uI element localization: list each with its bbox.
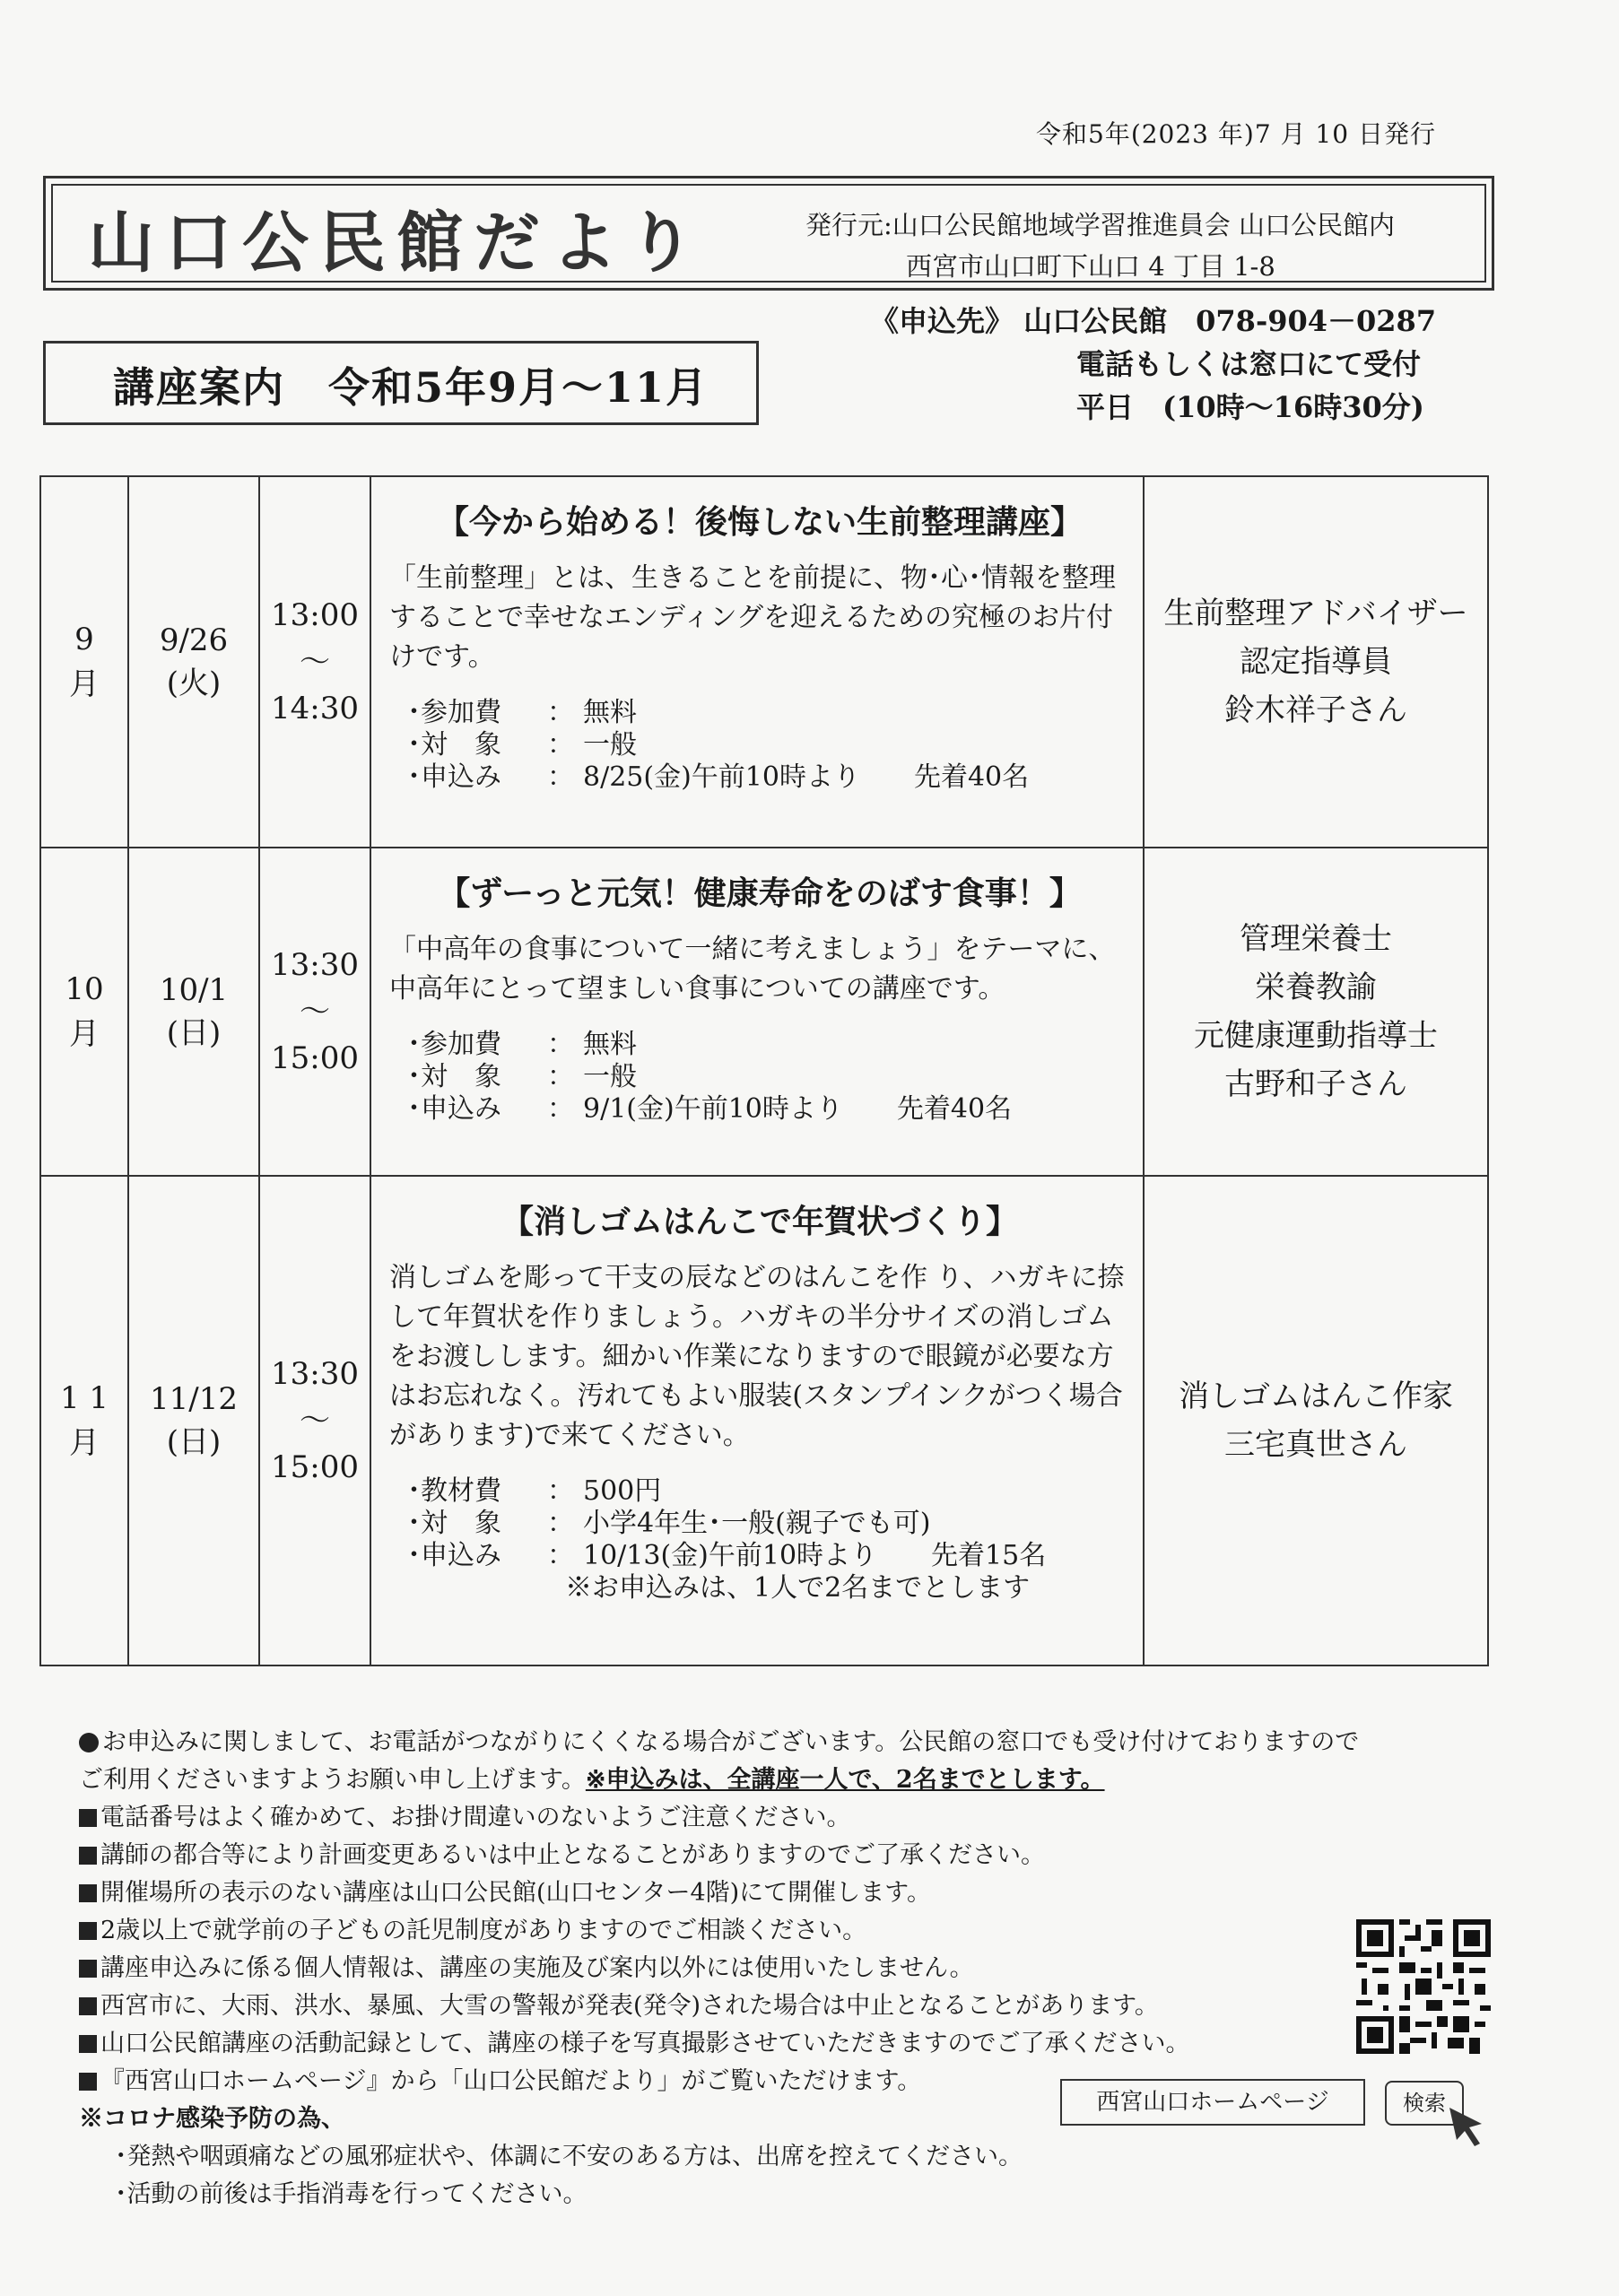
publisher-info xyxy=(805,204,1395,287)
publisher-line-1: 発行元:山口公民館地域学習推進員会 山口公民館内 xyxy=(805,210,1395,240)
course-time: 13:30 ～ 15:00 xyxy=(259,848,370,1176)
course-note: ※お申込みは、1人で2名までとします xyxy=(565,1572,1031,1604)
note-item: 開催場所の表示のない講座は山口公民館(山口センター4階)にて開催します。 xyxy=(79,1874,1371,1912)
square-bullet-icon xyxy=(79,1884,97,1902)
note-item: 講師の都合等により計画変更あるいは中止となることがありますのでご了承ください。 xyxy=(79,1837,1371,1874)
square-bullet-icon xyxy=(79,1809,97,1827)
note-item: 2歳以上で就学前の子どもの託児制度がありますのでご相談ください。 xyxy=(79,1912,1371,1950)
square-bullet-icon xyxy=(79,1997,97,2015)
note-item: 西宮市に、大雨、洪水、暴風、大雪の警報が発表(発令)された場合は中止となることがあります。 xyxy=(79,1987,1371,2025)
course-info: ･教材費 ： 500円 ･対 象 ： 小学4年生･一般(親子でも可) ･申込み ： 10/13(金)午前10時より 先着15名 xyxy=(407,1475,1047,1571)
course-title: 【今から始める！後悔しない生前整理講座】 xyxy=(436,503,1083,541)
notes-section xyxy=(79,1724,1371,2213)
course-date: 9/26 (火) xyxy=(128,476,259,848)
cursor-arrow-icon xyxy=(1446,2104,1491,2149)
course-time: 13:30 ～ 15:00 xyxy=(259,1176,370,1665)
square-bullet-icon xyxy=(79,1847,97,1865)
square-bullet-icon xyxy=(79,1960,97,1978)
course-time: 13:00 ～ 14:30 xyxy=(259,476,370,848)
application-info xyxy=(870,300,1436,429)
course-detail xyxy=(370,1176,1144,1665)
notes-intro-emphasis: ※申込みは、全講座一人で、2名までとします。 xyxy=(585,1766,1105,1794)
apply-line-1: 《申込先》 山口公民館 078-904－0287 xyxy=(870,304,1437,338)
publisher-line-2: 西宮市山口町下山口 4 丁目 1-8 xyxy=(906,251,1275,282)
course-instructor: 消しゴムはんこ作家 三宅真世さん xyxy=(1144,1176,1488,1665)
note-item: 山口公民館講座の活動記録として、講座の様子を写真撮影させていただきますのでご了承ください。 xyxy=(79,2025,1371,2063)
square-bullet-icon xyxy=(79,1922,97,1940)
course-month: 1 1 月 xyxy=(40,1176,128,1665)
course-date: 11/12 (日) xyxy=(128,1176,259,1665)
course-instructor: 生前整理アドバイザー 認定指導員 鈴木祥子さん xyxy=(1144,476,1488,848)
course-row xyxy=(40,1176,1488,1665)
course-month: 9 月 xyxy=(40,476,128,848)
newsletter-title: 山口公民館だより xyxy=(88,204,705,282)
homepage-search-box[interactable]: 西宮山口ホームページ xyxy=(1060,2079,1365,2126)
note-item: 電話番号はよく確かめて、お掛け間違いのないようご注意ください。 xyxy=(79,1799,1371,1837)
qr-code-icon[interactable] xyxy=(1356,1919,1491,2054)
square-bullet-icon xyxy=(79,2035,97,2053)
bullet-icon xyxy=(79,1733,99,1752)
course-title: 【ずーっと元気！健康寿命をのばす食事！】 xyxy=(438,874,1082,912)
course-date: 10/1 (日) xyxy=(128,848,259,1176)
course-row xyxy=(40,848,1488,1176)
course-title: 【消しゴムはんこで年賀状づくり】 xyxy=(500,1203,1018,1240)
covid-title: ※コロナ感染予防の為、 xyxy=(79,2105,345,2133)
course-instructor: 管理栄養士 栄養教諭 元健康運動指導士 古野和子さん xyxy=(1144,848,1488,1176)
course-description: 「中高年の食事について一緒に考えましょう」をテーマに、中高年にとって望ましい食事についての講座です。 xyxy=(389,934,1116,1004)
search-button[interactable]: 検索 xyxy=(1385,2081,1464,2126)
course-month: 10 月 xyxy=(40,848,128,1176)
square-bullet-icon xyxy=(79,2073,97,2091)
course-detail xyxy=(370,848,1144,1176)
course-row xyxy=(40,476,1488,848)
note-item: 講座申込みに係る個人情報は、講座の実施及び案内以外には使用いたしません。 xyxy=(79,1950,1371,1987)
course-info: ･参加費 ： 無料 ･対 象 ： 一般 ･申込み ： 8/25(金)午前10時より 先着40名 xyxy=(407,697,1030,793)
issue-date: 令和5年(2023 年)7 月 10 日発行 xyxy=(1036,119,1436,149)
course-detail xyxy=(370,476,1144,848)
course-table xyxy=(39,475,1489,1666)
course-heading: 講座案内 令和5年9月～11月 xyxy=(113,363,709,412)
notes-intro: お申込みに関しまして、お電話がつながりにくくなる場合がございます。公民館の窓口でも受け付けておりますのでご利用くださいますようお願い申し上げます。※申込みは、全講座一人で、2名までとします。 xyxy=(79,1728,1360,1794)
apply-line-2: 電話もしくは窓口にて受付 xyxy=(1076,347,1422,381)
covid-item: ･活動の前後は手指消毒を行ってください。 xyxy=(115,2180,588,2208)
course-info: ･参加費 ： 無料 ･対 象 ： 一般 ･申込み ： 9/1(金)午前10時より 先着40名 xyxy=(407,1029,1013,1125)
course-description: 消しゴムを彫って干支の辰などのはんこを作 り、ハガキに捺して年賀状を作りましょう。ハガキの半分サイズの消しゴムをお渡しします。細かい作業になりますので眼鏡が必要な方はお忘れなく。汚れてもよい服装(スタンプインクがつく場合があります)で来てください。 xyxy=(389,1262,1125,1451)
course-description: 「生前整理」とは、生きることを前提に、物･心･情報を整理することで幸せなエンディングを迎えるための究極のお片付けです。 xyxy=(389,562,1116,673)
note-item: 『西宮山口ホームページ』から「山口公民館だより」がご覧いただけます。 xyxy=(79,2063,1371,2100)
apply-line-3: 平日 (10時～16時30分) xyxy=(1076,390,1424,424)
covid-item: ･発熱や咽頭痛などの風邪症状や、体調に不安のある方は、出席を控えてください。 xyxy=(115,2143,1023,2170)
